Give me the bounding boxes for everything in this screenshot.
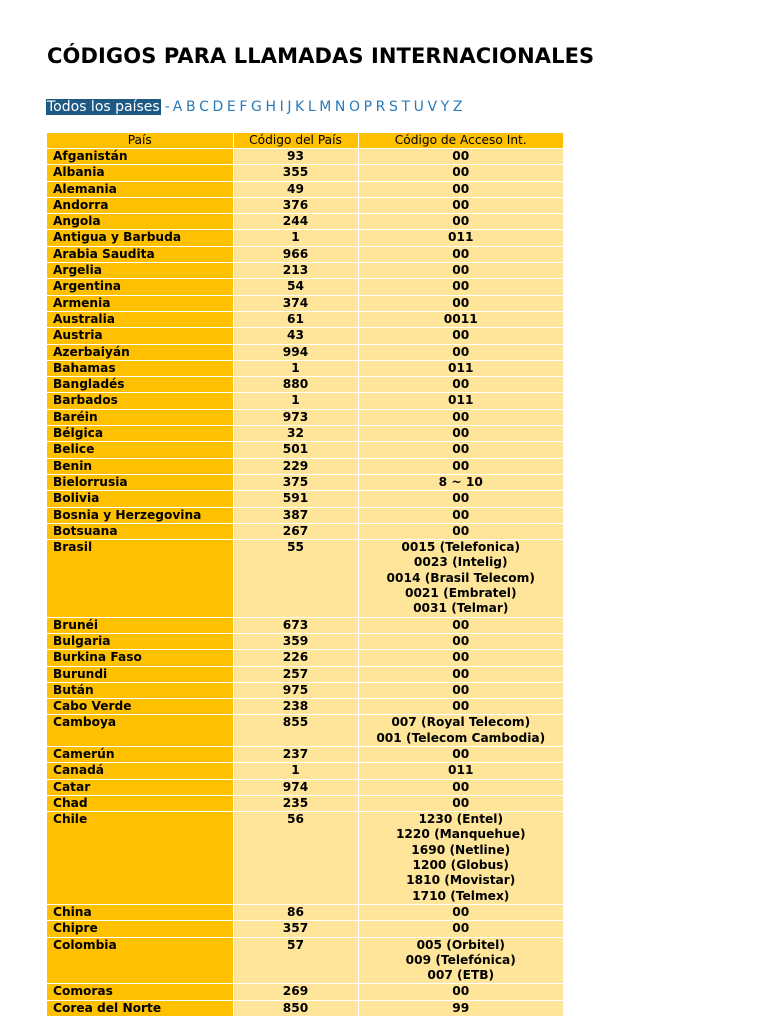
country-code: 501 (233, 442, 358, 458)
letter-link-r[interactable]: R (375, 99, 386, 115)
access-code-cell (358, 393, 563, 409)
country-name: Australia (47, 311, 233, 327)
access-code-cell (358, 540, 563, 617)
access-code: 011 (448, 360, 474, 375)
letter-link-c[interactable]: C (199, 99, 209, 115)
access-code: 00 (452, 666, 470, 681)
table-row (47, 246, 563, 262)
table-row (47, 393, 563, 409)
access-code: 007 (ETB) (427, 968, 495, 983)
access-code-cell (358, 426, 563, 442)
access-code-cell (358, 763, 563, 779)
country-name: Chile (47, 812, 233, 905)
table-row (47, 682, 563, 698)
country-name: Argentina (47, 279, 233, 295)
access-code-cell (358, 409, 563, 425)
country-code: 376 (233, 197, 358, 213)
access-code: 0014 (Brasil Telecom) (386, 570, 535, 585)
letter-link-k[interactable]: K (295, 99, 305, 115)
access-code: 1220 (Manquehue) (395, 827, 526, 842)
access-code-cell (358, 795, 563, 811)
access-code: 00 (452, 507, 470, 522)
table-row (47, 230, 563, 246)
country-code: 244 (233, 214, 358, 230)
country-name: Armenia (47, 295, 233, 311)
access-code: 0023 (Intelig) (413, 555, 508, 570)
access-code: 011 (448, 763, 474, 778)
page-title: CÓDIGOS PARA LLAMADAS INTERNACIONALES (47, 44, 595, 68)
country-name: Cabo Verde (47, 699, 233, 715)
table-header-row (47, 133, 563, 149)
access-code: 00 (452, 263, 470, 278)
access-code: 00 (452, 523, 470, 538)
country-code: 359 (233, 633, 358, 649)
access-code: 1200 (Globus) (412, 858, 509, 873)
country-code: 237 (233, 746, 358, 762)
access-code-cell (358, 230, 563, 246)
letter-link-p[interactable]: P (363, 99, 373, 115)
access-code: 001 (Telecom Cambodia) (376, 730, 546, 745)
table-row (47, 779, 563, 795)
letter-link-i[interactable]: I (279, 99, 284, 115)
country-name: Barbados (47, 393, 233, 409)
access-code: 0021 (Embratel) (404, 586, 517, 601)
country-name: Arabia Saudita (47, 246, 233, 262)
access-code: 00 (452, 491, 470, 506)
country-code: 1 (233, 360, 358, 376)
country-name: Angola (47, 214, 233, 230)
access-code: 00 (452, 181, 470, 196)
access-code: 1690 (Netline) (411, 842, 511, 857)
access-code: 00 (452, 214, 470, 229)
access-code: 00 (452, 377, 470, 392)
country-code: 238 (233, 699, 358, 715)
access-code-cell (358, 921, 563, 937)
access-code-cell (358, 491, 563, 507)
access-code: 00 (452, 328, 470, 343)
table-row (47, 1000, 563, 1016)
country-code: 93 (233, 149, 358, 165)
country-name: Baréin (47, 409, 233, 425)
table-row (47, 746, 563, 762)
country-code: 387 (233, 507, 358, 523)
access-code-cell (358, 458, 563, 474)
letter-link-v[interactable]: V (427, 99, 438, 115)
table-row (47, 311, 563, 327)
table-row (47, 426, 563, 442)
access-code: 8 ~ 10 (438, 474, 483, 489)
access-code-cell (358, 812, 563, 905)
access-code: 00 (452, 344, 470, 359)
access-code: 00 (452, 682, 470, 697)
country-name: Burkina Faso (47, 650, 233, 666)
access-code: 011 (448, 230, 474, 245)
access-code-cell (358, 377, 563, 393)
access-code: 009 (Telefónica) (405, 952, 516, 967)
country-name: Bielorrusia (47, 474, 233, 490)
letter-link-g[interactable]: G (251, 99, 262, 115)
access-code-cell (358, 650, 563, 666)
country-code: 57 (233, 937, 358, 984)
access-code: 011 (448, 393, 474, 408)
table-row (47, 666, 563, 682)
table-row (47, 474, 563, 490)
country-name: Belice (47, 442, 233, 458)
country-code: 267 (233, 523, 358, 539)
access-code: 00 (452, 442, 470, 457)
access-code: 00 (452, 633, 470, 648)
country-code: 1 (233, 230, 358, 246)
country-name: Chipre (47, 921, 233, 937)
table-row (47, 165, 563, 181)
access-code: 00 (452, 617, 470, 632)
letter-link-m[interactable]: M (319, 99, 332, 115)
letter-link-t[interactable]: T (401, 99, 411, 115)
access-code: 1710 (Telmex) (412, 888, 510, 903)
access-code: 0031 (Telmar) (413, 601, 509, 616)
table-row (47, 699, 563, 715)
country-name: Albania (47, 165, 233, 181)
access-code-cell (358, 746, 563, 762)
country-name: Bulgaria (47, 633, 233, 649)
access-code: 00 (452, 746, 470, 761)
access-code-cell (358, 295, 563, 311)
access-code-cell (358, 937, 563, 984)
access-code-cell (358, 617, 563, 633)
country-name: Corea del Norte (47, 1000, 233, 1016)
country-name: Alemania (47, 181, 233, 197)
letter-link-o[interactable]: O (349, 99, 361, 115)
country-code: 855 (233, 715, 358, 747)
letter-links (173, 99, 466, 115)
country-code: 1 (233, 763, 358, 779)
access-code: 00 (452, 409, 470, 424)
access-code: 00 (452, 295, 470, 310)
table-row (47, 458, 563, 474)
access-code-cell (358, 699, 563, 715)
table-row (47, 197, 563, 213)
header-access-code: Código de Acceso Int. (358, 133, 563, 149)
country-name: Bahamas (47, 360, 233, 376)
header-country-code: Código del País (233, 133, 358, 149)
table-row (47, 507, 563, 523)
access-code-cell (358, 682, 563, 698)
country-name: Bután (47, 682, 233, 698)
country-name: Camboya (47, 715, 233, 747)
all-countries-link[interactable]: Todos los países (47, 99, 160, 115)
country-code: 973 (233, 409, 358, 425)
country-code: 235 (233, 795, 358, 811)
letter-link-s[interactable]: S (389, 99, 398, 115)
country-name: Afganistán (47, 149, 233, 165)
access-code: 00 (452, 921, 470, 936)
table-row (47, 360, 563, 376)
table-row (47, 650, 563, 666)
letter-link-n[interactable]: N (334, 99, 346, 115)
access-code: 007 (Royal Telecom) (391, 715, 531, 730)
letter-link-z[interactable]: Z (452, 99, 463, 115)
access-code-cell (358, 263, 563, 279)
access-code-cell (358, 149, 563, 165)
letter-link-l[interactable]: L (307, 99, 316, 115)
access-code: 00 (452, 149, 470, 163)
access-code-cell (358, 246, 563, 262)
country-name: Azerbaiyán (47, 344, 233, 360)
access-code: 1810 (Movistar) (406, 873, 516, 888)
country-code: 86 (233, 904, 358, 920)
country-code: 213 (233, 263, 358, 279)
country-name: Austria (47, 328, 233, 344)
country-code: 850 (233, 1000, 358, 1016)
table-row (47, 715, 563, 747)
table-row (47, 795, 563, 811)
access-code: 0011 (443, 311, 478, 326)
table-row (47, 523, 563, 539)
table-row (47, 279, 563, 295)
table-row (47, 149, 563, 165)
country-code: 61 (233, 311, 358, 327)
table-row (47, 984, 563, 1000)
access-code: 1230 (Entel) (418, 812, 504, 827)
nav-separator: - (164, 99, 170, 115)
country-code: 32 (233, 426, 358, 442)
country-code: 54 (233, 279, 358, 295)
access-code: 00 (452, 246, 470, 261)
access-code: 00 (452, 650, 470, 665)
access-code-cell (358, 523, 563, 539)
table-row (47, 633, 563, 649)
country-code: 1 (233, 393, 358, 409)
table-row (47, 904, 563, 920)
access-code-cell (358, 984, 563, 1000)
table-row (47, 763, 563, 779)
country-name: Bolivia (47, 491, 233, 507)
access-code: 00 (452, 458, 470, 473)
country-code: 374 (233, 295, 358, 311)
letter-link-a[interactable]: A (172, 99, 183, 115)
country-name: Benin (47, 458, 233, 474)
table-row (47, 328, 563, 344)
country-codes-table (47, 133, 563, 1017)
country-code: 257 (233, 666, 358, 682)
access-code: 00 (452, 426, 470, 441)
access-code: 00 (452, 795, 470, 810)
access-code-cell (358, 442, 563, 458)
country-name: Argelia (47, 263, 233, 279)
country-code: 975 (233, 682, 358, 698)
country-code: 355 (233, 165, 358, 181)
country-code: 43 (233, 328, 358, 344)
table-row (47, 812, 563, 905)
country-code: 269 (233, 984, 358, 1000)
letter-link-f[interactable]: F (239, 99, 248, 115)
country-name: Andorra (47, 197, 233, 213)
country-code: 229 (233, 458, 358, 474)
country-name: Botsuana (47, 523, 233, 539)
access-code-cell (358, 344, 563, 360)
country-name: Catar (47, 779, 233, 795)
access-code-cell (358, 1000, 563, 1016)
letter-link-d[interactable]: D (212, 99, 224, 115)
country-name: Canadá (47, 763, 233, 779)
country-name: Brunéi (47, 617, 233, 633)
table-row (47, 214, 563, 230)
table-row (47, 377, 563, 393)
country-code: 966 (233, 246, 358, 262)
country-name: Antigua y Barbuda (47, 230, 233, 246)
country-code: 974 (233, 779, 358, 795)
table-row (47, 491, 563, 507)
table-row (47, 617, 563, 633)
table-row (47, 344, 563, 360)
table-row (47, 181, 563, 197)
access-code-cell (358, 328, 563, 344)
letter-link-e[interactable]: E (226, 99, 236, 115)
country-name: Bangladés (47, 377, 233, 393)
access-code-cell (358, 715, 563, 747)
letter-link-h[interactable]: H (265, 99, 276, 115)
table-row (47, 540, 563, 617)
access-code-cell (358, 779, 563, 795)
access-code: 00 (452, 904, 470, 919)
access-code-cell (358, 197, 563, 213)
country-name: China (47, 904, 233, 920)
access-code: 00 (452, 197, 470, 212)
header-country: País (47, 133, 233, 149)
country-code: 880 (233, 377, 358, 393)
country-name: Chad (47, 795, 233, 811)
country-name: Bélgica (47, 426, 233, 442)
country-code: 375 (233, 474, 358, 490)
alphabet-nav (46, 98, 466, 117)
country-code: 49 (233, 181, 358, 197)
country-name: Camerún (47, 746, 233, 762)
access-code: 99 (452, 1000, 470, 1015)
table-row (47, 921, 563, 937)
country-name: Colombia (47, 937, 233, 984)
country-code: 591 (233, 491, 358, 507)
table-row (47, 295, 563, 311)
country-code: 226 (233, 650, 358, 666)
access-code-cell (358, 181, 563, 197)
country-name: Brasil (47, 540, 233, 617)
access-code: 00 (452, 165, 470, 180)
access-code: 00 (452, 699, 470, 714)
table-row (47, 263, 563, 279)
access-code-cell (358, 279, 563, 295)
country-name: Bosnia y Herzegovina (47, 507, 233, 523)
access-code-cell (358, 633, 563, 649)
country-code: 673 (233, 617, 358, 633)
access-code: 00 (452, 779, 470, 794)
country-code: 55 (233, 540, 358, 617)
table-row (47, 409, 563, 425)
letter-link-b[interactable]: B (185, 99, 196, 115)
access-code-cell (358, 311, 563, 327)
access-code: 00 (452, 984, 470, 999)
table-row (47, 442, 563, 458)
country-name: Burundi (47, 666, 233, 682)
access-code-cell (358, 360, 563, 376)
letter-link-u[interactable]: U (413, 99, 424, 115)
access-code-cell (358, 507, 563, 523)
access-code: 0015 (Telefonica) (401, 540, 521, 555)
country-name: Comoras (47, 984, 233, 1000)
access-code-cell (358, 666, 563, 682)
access-code-cell (358, 214, 563, 230)
access-code-cell (358, 904, 563, 920)
access-code: 00 (452, 279, 470, 294)
country-code: 56 (233, 812, 358, 905)
access-code: 005 (Orbitel) (416, 937, 505, 952)
country-code: 994 (233, 344, 358, 360)
table-row (47, 937, 563, 984)
letter-link-j[interactable]: J (287, 99, 292, 115)
country-code: 357 (233, 921, 358, 937)
access-code-cell (358, 474, 563, 490)
letter-link-y[interactable]: Y (440, 99, 450, 115)
access-code-cell (358, 165, 563, 181)
